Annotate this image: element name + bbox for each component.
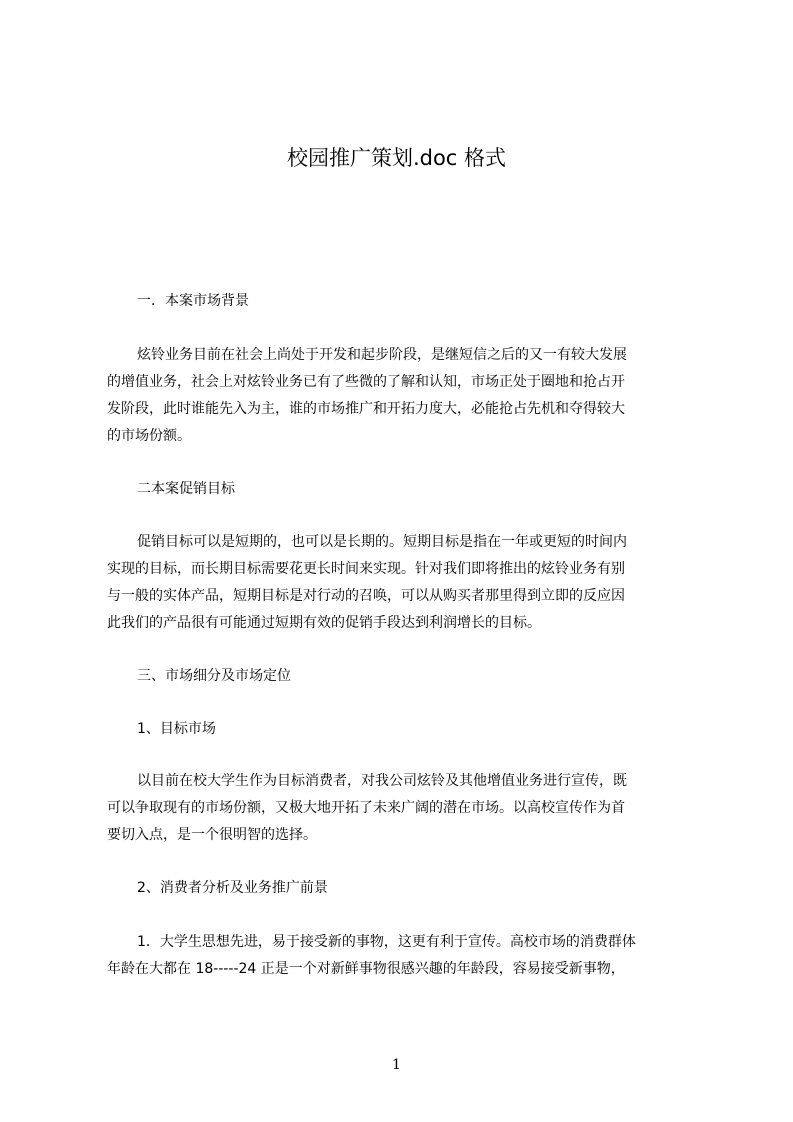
paragraph-line: 此我们的产品很有可能通过短期有效的促销手段达到利润增长的目标。 [107,615,541,631]
paragraph-line: 以目前在校大学生作为目标消费者，对我公司炫铃及其他增值业务进行宣传，既 [137,773,627,789]
paragraph-line: 要切入点，是一个很明智的选择。 [107,827,317,843]
paragraph-line: 发阶段，此时谁能先入为主，谁的市场推广和开拓力度大，必能抢占先机和夺得较大 [107,401,625,417]
paragraph-line: 可以争取现有的市场份额，又极大地开拓了未来广阔的潜在市场。以高校宣传作为首 [107,800,625,816]
section-heading-target-market: 1、目标市场 [137,721,216,737]
section-heading-market-segmentation: 三、市场细分及市场定位 [137,668,291,684]
section-heading-market-background: 一．本案市场背景 [137,293,249,309]
section-heading-consumer-analysis: 2、消费者分析及业务推广前景 [137,880,328,896]
section-heading-promotion-goal: 二本案促销目标 [137,481,235,497]
paragraph-line: 年龄在大都在 18-----24 正是一个对新鲜事物很感兴趣的年龄段，容易接受新事物， [107,961,625,977]
paragraph-line: 的市场份额。 [107,428,191,444]
paragraph-line: 的增值业务，社会上对炫铃业务已有了些微的了解和认知，市场正处于圈地和抢占开 [107,374,625,390]
paragraph-line: 与一般的实体产品，短期目标是对行动的召唤，可以从购买者那里得到立即的反应因 [107,588,625,604]
paragraph-line: 实现的目标，而长期目标需要花更长时间来实现。针对我们即将推出的炫铃业务有别 [107,561,625,577]
paragraph-line: 促销目标可以是短期的，也可以是长期的。短期目标是指在一年或更短的时间内 [137,534,627,550]
page-number: 1 [392,1057,401,1073]
paragraph-line: 1．大学生思想先进，易于接受新的事物，这更有利于宣传。高校市场的消费群体 [137,934,636,950]
paragraph-line: 炫铃业务目前在社会上尚处于开发和起步阶段，是继短信之后的又一有较大发展 [137,347,627,363]
document-title: 校园推广策划.doc 格式 [286,146,507,170]
